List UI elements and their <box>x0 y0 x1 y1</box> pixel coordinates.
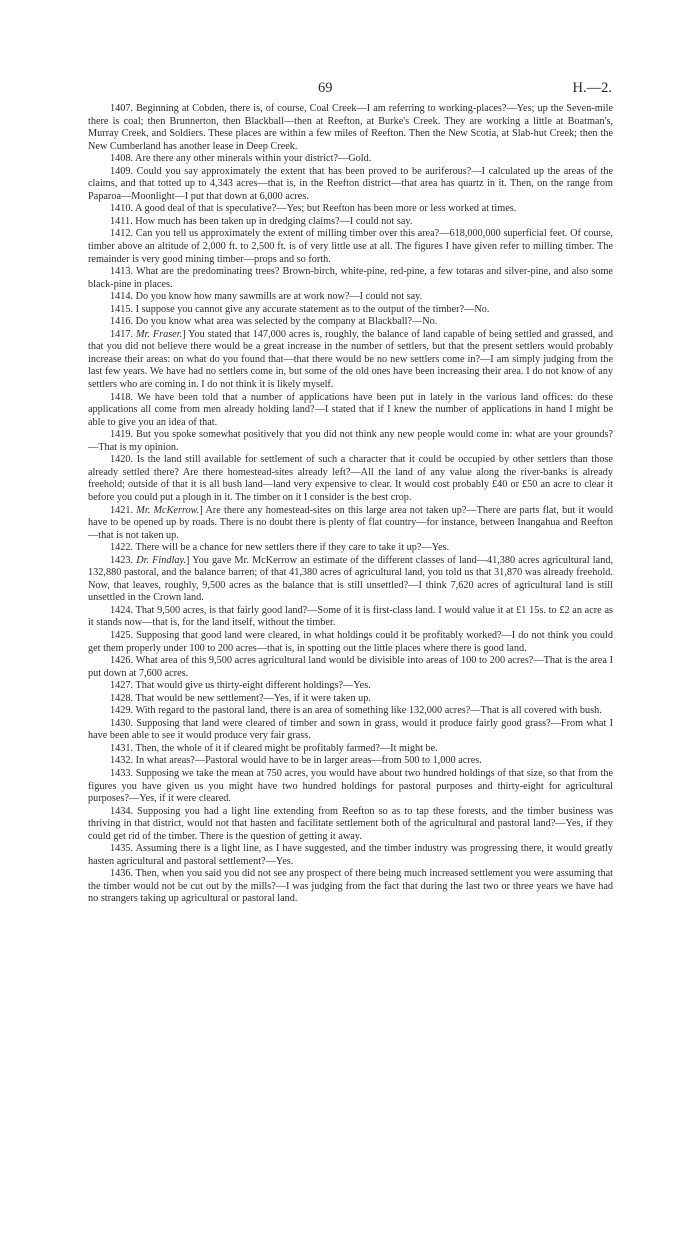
question-paragraph <box>88 505 613 543</box>
page-header <box>0 80 700 100</box>
speaker-name: Mr. McKerrow. <box>136 504 200 516</box>
question-number: 1417. <box>110 328 136 340</box>
question-paragraph: 1436. Then, when you said you did not see any prospect of there being much increased settlement you were assuming that the timber would not be cut out by the mills?—I was judging from the fact that during the last two or three years we have had no strangers taking up agricultural or pastoral land. <box>88 868 613 905</box>
question-paragraph: 1426. What area of this 9,500 acres agricultural land would be divisible into areas of 100 to 200 acres?—That is the area I put down at 7,600 acres. <box>88 655 613 679</box>
document-reference: H.—2. <box>572 80 612 96</box>
question-paragraph: 1411. How much has been taken up in dredging claims?—I could not say. <box>110 215 413 227</box>
paragraph-text: ] Are there any homestead-sites on this large area not taken up?—There are parts flat, but it would have to be opened up by roads. There is no doubt there is plenty of flat country—for instance, between Inangahua and Reefton—that is not taken up. <box>88 504 613 541</box>
question-paragraph: 1409. Could you say approximately the extent that has been proved to be auriferous?—I calculated up the areas of the claims, and that totted up to 4,343 acres—that is, in the Reefton district—that area has quartz in it. Then, on the range from Paparoa—Moonlight—I put that down at 6,000 acres. <box>88 165 613 202</box>
question-paragraph: 1434. Supposing you had a light line extending from Reefton so as to tap these forests, and the timber business was thriving in that district, would not that hasten and facilitate settlement both of the agricultural and pastoral land?—Yes, if they could get rid of the timber. There is the question of getting it away. <box>88 805 613 842</box>
question-paragraph: 1414. Do you know how many sawmills are at work now?—I could not say. <box>110 291 423 303</box>
page-number: 69 <box>318 80 333 96</box>
question-paragraph <box>88 555 613 605</box>
paragraph-text: ] You gave Mr. McKerrow an estimate of the different classes of land—41,380 acres agricultural land, 132,880 pastoral, and the balance barren; of that 41,380 acres of agricultural land, you told us that 31,870 was already freehold. Now, that leaves, roughly, 9,500 acres as the balance that is still unsettled?—I think 7,620 acres of agricultural land is still unsettled in the Crown land. <box>88 554 614 604</box>
question-number: 1421. <box>110 504 137 516</box>
speaker-name: Mr. Fraser. <box>135 328 183 340</box>
paragraph-text: ] You stated that 147,000 acres is, roughly, the balance of land capable of being settled and grassed, and that you did not believe there would be a great increase in the number of settlers, but that the present settlers would probably increase their areas: on what do you found that—that there would be no new settlers come in?—I am simply judging from the last few years. We have had no settlers come in, but some of the old ones have been increasing their area. I do not know of any settlers who are coming in. I do not think it is likely myself. <box>88 328 614 391</box>
question-paragraph: 1422. There will be a chance for new settlers there if they care to take it up?—Yes. <box>110 542 450 554</box>
question-paragraph: 1412. Can you tell us approximately the extent of milling timber over this area?—618,000,000 superficial feet. Of course, timber above an altitude of 2,000 ft. to 2,500 ft. is of very little use at all. The figures I have given refer to milling timber. The remainder is very good mining timber—props and so forth. <box>88 228 613 265</box>
question-paragraph: 1420. Is the land still available for settlement of such a character that it could be occupied by other settlers than those already settled there? Are there homestead-sites already left?—All the land of any value along the river-banks is already freehold; outside of that it is all bush land—land very expensive to clear. It would cost probably £40 or £50 an acre to clear it before you could put a plough in it. The timber on it I consider is the best crop. <box>88 454 613 503</box>
question-paragraph: 1435. Assuming there is a light line, as I have suggested, and the timber industry was progressing there, it would greatly hasten agricultural and pastoral settlement?—Yes. <box>88 843 613 867</box>
question-paragraph: 1419. But you spoke somewhat positively that you did not think any new people would come in: what are your grounds?—That is my opinion. <box>88 429 613 453</box>
question-paragraph: 1424. That 9,500 acres, is that fairly good land?—Some of it is first-class land. I would value it at £1 15s. to £2 an acre as it stands now—that is, for the land itself, without the timber. <box>88 604 613 629</box>
speaker-name: Dr. Findlay. <box>136 554 187 566</box>
question-paragraph: 1429. With regard to the pastoral land, there is an area of something like 132,000 acres?—That is all covered with bush. <box>110 705 602 717</box>
question-paragraph: 1418. We have been told that a number of applications have been put in lately in the various land offices: do these applications all come from men already holding land?—I stated that if I knew the number of applications in hand I might be able to give you an idea of that. <box>88 391 613 428</box>
question-paragraph: 1431. Then, the whole of it if cleared might be profitably farmed?—It might be. <box>110 742 438 754</box>
question-paragraph: 1430. Supposing that land were cleared of timber and sown in grass, would it produce fairly good grass?—From what I have been able to see it would produce very fair grass. <box>88 717 613 742</box>
question-paragraph: 1408. Are there any other minerals within your district?—Gold. <box>110 153 372 165</box>
question-paragraph: 1410. A good deal of that is speculative?—Yes; but Reefton has been more or less worked at times. <box>110 203 517 215</box>
question-paragraph: 1427. That would give us thirty-eight different holdings?—Yes. <box>110 680 371 692</box>
question-paragraph: 1407. Beginning at Cobden, there is, of course, Coal Creek—I am referring to working-places?—Yes; up the Seven-mile there is coal; then Brunnerton, then Blackball—then at Reefton, at Burke's Creek. They are working a little at Boatman's, Murray Creek, and Soldiers. These places are within a few miles of Reefton. Then the New Scotia, at Slab-hut Creek; then the New Cumberland has another lease in Deep Creek. <box>88 103 613 152</box>
question-number: 1423. <box>110 554 137 566</box>
evidence-text <box>88 103 613 906</box>
question-paragraph: 1432. In what areas?—Pastoral would have to be in larger areas—from 500 to 1,000 acres. <box>110 755 482 767</box>
question-paragraph: 1428. That would be new settlement?—Yes, if it were taken up. <box>110 692 371 704</box>
question-paragraph: 1433. Supposing we take the mean at 750 acres, you would have about two hundred holdings of that size, so that from the figures you have given us you might have two hundred holdings for pastoral purposes and thirty-eight for agricultural purposes?—Yes, if it were cleared. <box>88 767 613 805</box>
question-paragraph <box>88 329 613 392</box>
question-paragraph: 1415. I suppose you cannot give any accurate statement as to the output of the timber?—No. <box>110 303 490 315</box>
question-paragraph: 1416. Do you know what area was selected by the company at Blackball?—No. <box>110 316 438 328</box>
question-paragraph: 1413. What are the predominating trees? Brown-birch, white-pine, red-pine, a few totaras and silver-pine, and also some black-pine in places. <box>88 266 613 290</box>
question-paragraph: 1425. Supposing that good land were cleared, in what holdings could it be profitably worked?—I do not think you could get them properly under 100 to 200 acres—that is, in spotting out the little places where there is good land. <box>88 629 613 654</box>
